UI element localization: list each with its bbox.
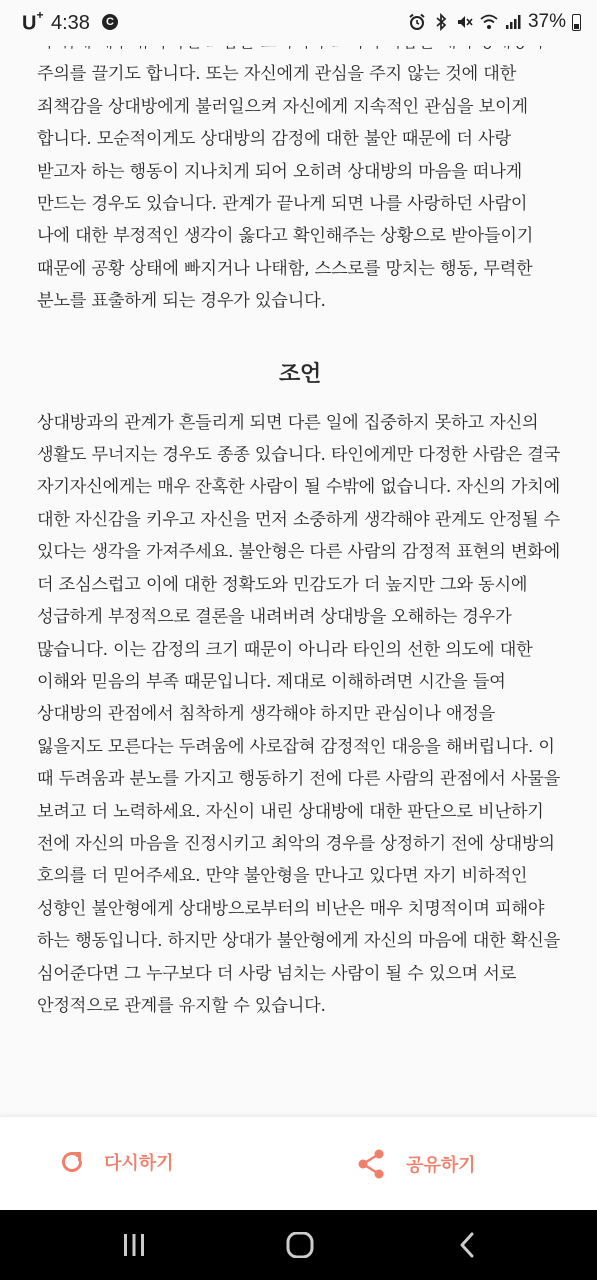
advice-paragraph: 상대방과의 관계가 흔들리게 되면 다른 일에 집중하지 못하고 자신의 생활도 무너지는 경우도 종종 있습니다. 타인에게만 다정한 사람은 결국 자기자신에게는 매우 잔혹한 사람이 될 수밖에 없습니다. 자신의 가치에 대한 자신감을 키우고 자신을 먼저 소중하게 생각해야 관계도 안정될 수 있다는 생각을 가져주세요. 불안형은 다른 사람의 감정적 표현의 변화에 더 조심스럽고 이에 대한 정확도와 민감도가 더 높지만 그와 동시에 성급하게 부정적으로 결론을 내려버려 상대방을 오해하는 경우가 많습니다. 이는 감정의 크기 때문이 아니라 타인의 선한 의도에 대한 이해와 믿음의 부족 때문입니다. 제대로 이해하려면 시간을 들여 상대방의 관점에서 침착하게 생각해야 하지만 관심이나 애정을 잃을지도 모른다는 두려움에 사로잡혀 감정적인 대응을 해버립니다. 이 때 두려움과 분노를 가지고 행동하기 전에 다른 사람의 관점에서 사물을 보려고 더 노력하세요. 자신이 내린 상대방에 대한 판단으로 비난하기 전에 자신의 마음을 진정시키고 최악의 경우를 상정하기 전에 상대방의 호의를 더 믿어주세요. 만약 불안형을 만나고 있다면 자기 비하적인 성향인 불안형에게 상대방으로부터의 비난은 매우 치명적이며 피해야 하는 행동입니다. 하지만 상대가 불안형에게 자신의 마음에 대한 확신을 심어준다면 그 누구보다 더 사랑 넘치는 사람이 될 수 있으며 서로 안정적으로 관계를 유지할 수 있습니다.	[37, 412, 561, 1016]
battery-percent: 37%	[527, 11, 566, 32]
section-title: 조언	[278, 361, 322, 387]
status-bar	[0, 0, 597, 46]
navigation-bar	[0, 1210, 597, 1280]
home-icon[interactable]	[286, 1232, 314, 1258]
alarm-icon	[408, 13, 426, 31]
back-icon[interactable]	[457, 1232, 479, 1258]
share-button[interactable]	[356, 1148, 476, 1180]
notification-c-icon: C	[102, 14, 118, 30]
wifi-icon	[480, 13, 498, 31]
share-label: 공유하기	[406, 1155, 476, 1176]
mute-icon	[456, 13, 474, 31]
recent-apps-icon[interactable]	[121, 1232, 147, 1258]
retry-label: 다시하기	[104, 1153, 174, 1174]
battery-icon	[572, 14, 581, 31]
bottom-action-bar	[0, 1116, 597, 1211]
share-icon	[356, 1148, 388, 1180]
article-content	[37, 26, 563, 1022]
carrier-label: U+	[22, 8, 44, 35]
bluetooth-icon	[432, 13, 450, 31]
clock: 4:38	[51, 12, 90, 34]
article-paragraph: 주의를 끌기도 합니다. 또는 자신에게 관심을 주지 않는 것에 대한 죄책감을 상대방에게 불러일으켜 자신에게 지속적인 관심을 보이게 합니다. 모순적이게도 상대방의 감정에 대한 불안 때문에 더 사랑 받고자 하는 행동이 지나치게 되어 오히려 상대방의 마음을 떠나게 만드는 경우도 있습니다. 관계가 끝나게 되면 나를 사랑하던 사람이 나에 대한 부정적인 생각이 옳다고 확인해주는 상황으로 받아들이기 때문에 공황 상태에 빠지거나 나태함, 스스로를 망치는 행동, 무력한 분노를 표출하게 되는 경우가 있습니다.	[37, 64, 534, 312]
status-icons	[408, 11, 581, 33]
signal-icon	[504, 13, 522, 31]
retry-button[interactable]	[58, 1148, 174, 1176]
refresh-icon	[58, 1148, 86, 1176]
